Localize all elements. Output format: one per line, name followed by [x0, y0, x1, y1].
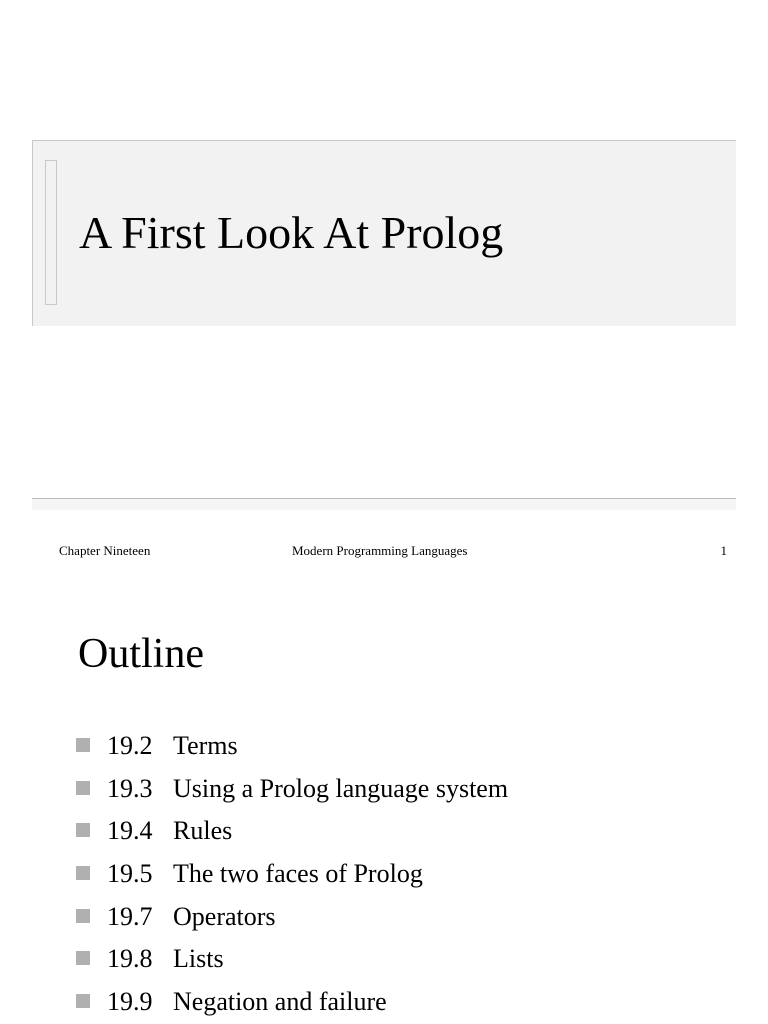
slide-title: A First Look At Prolog	[79, 207, 504, 258]
section-label: The two faces of Prolog	[173, 859, 423, 889]
section-label: Using a Prolog language system	[173, 773, 509, 803]
title-band	[32, 140, 736, 326]
section-label: Rules	[173, 816, 233, 846]
footer-divider	[32, 498, 736, 510]
footer-book-title: Modern Programming Languages	[292, 543, 468, 558]
square-bullet-icon	[76, 781, 90, 795]
section-label: Terms	[173, 731, 238, 760]
section-label: Negation and failure	[173, 987, 387, 1017]
section-number: 19.2	[107, 731, 153, 760]
title-accent-bar	[45, 160, 57, 305]
square-bullet-icon	[76, 823, 90, 837]
footer-chapter: Chapter Nineteen	[59, 543, 151, 558]
section-label: Operators	[173, 901, 276, 931]
footer-page-number: 1	[720, 543, 727, 558]
section-number: 19.5	[107, 859, 153, 889]
square-bullet-icon	[76, 866, 90, 880]
section-number: 19.7	[107, 901, 153, 931]
section-number: 19.9	[107, 987, 153, 1017]
square-bullet-icon	[76, 994, 90, 1008]
section-label: Lists	[173, 944, 224, 974]
square-bullet-icon	[76, 909, 90, 923]
section-number: 19.3	[107, 773, 153, 803]
outline-heading: Outline	[78, 631, 204, 677]
square-bullet-icon	[76, 738, 90, 752]
section-number: 19.8	[107, 944, 153, 974]
section-number: 19.4	[107, 816, 153, 846]
square-bullet-icon	[76, 951, 90, 965]
